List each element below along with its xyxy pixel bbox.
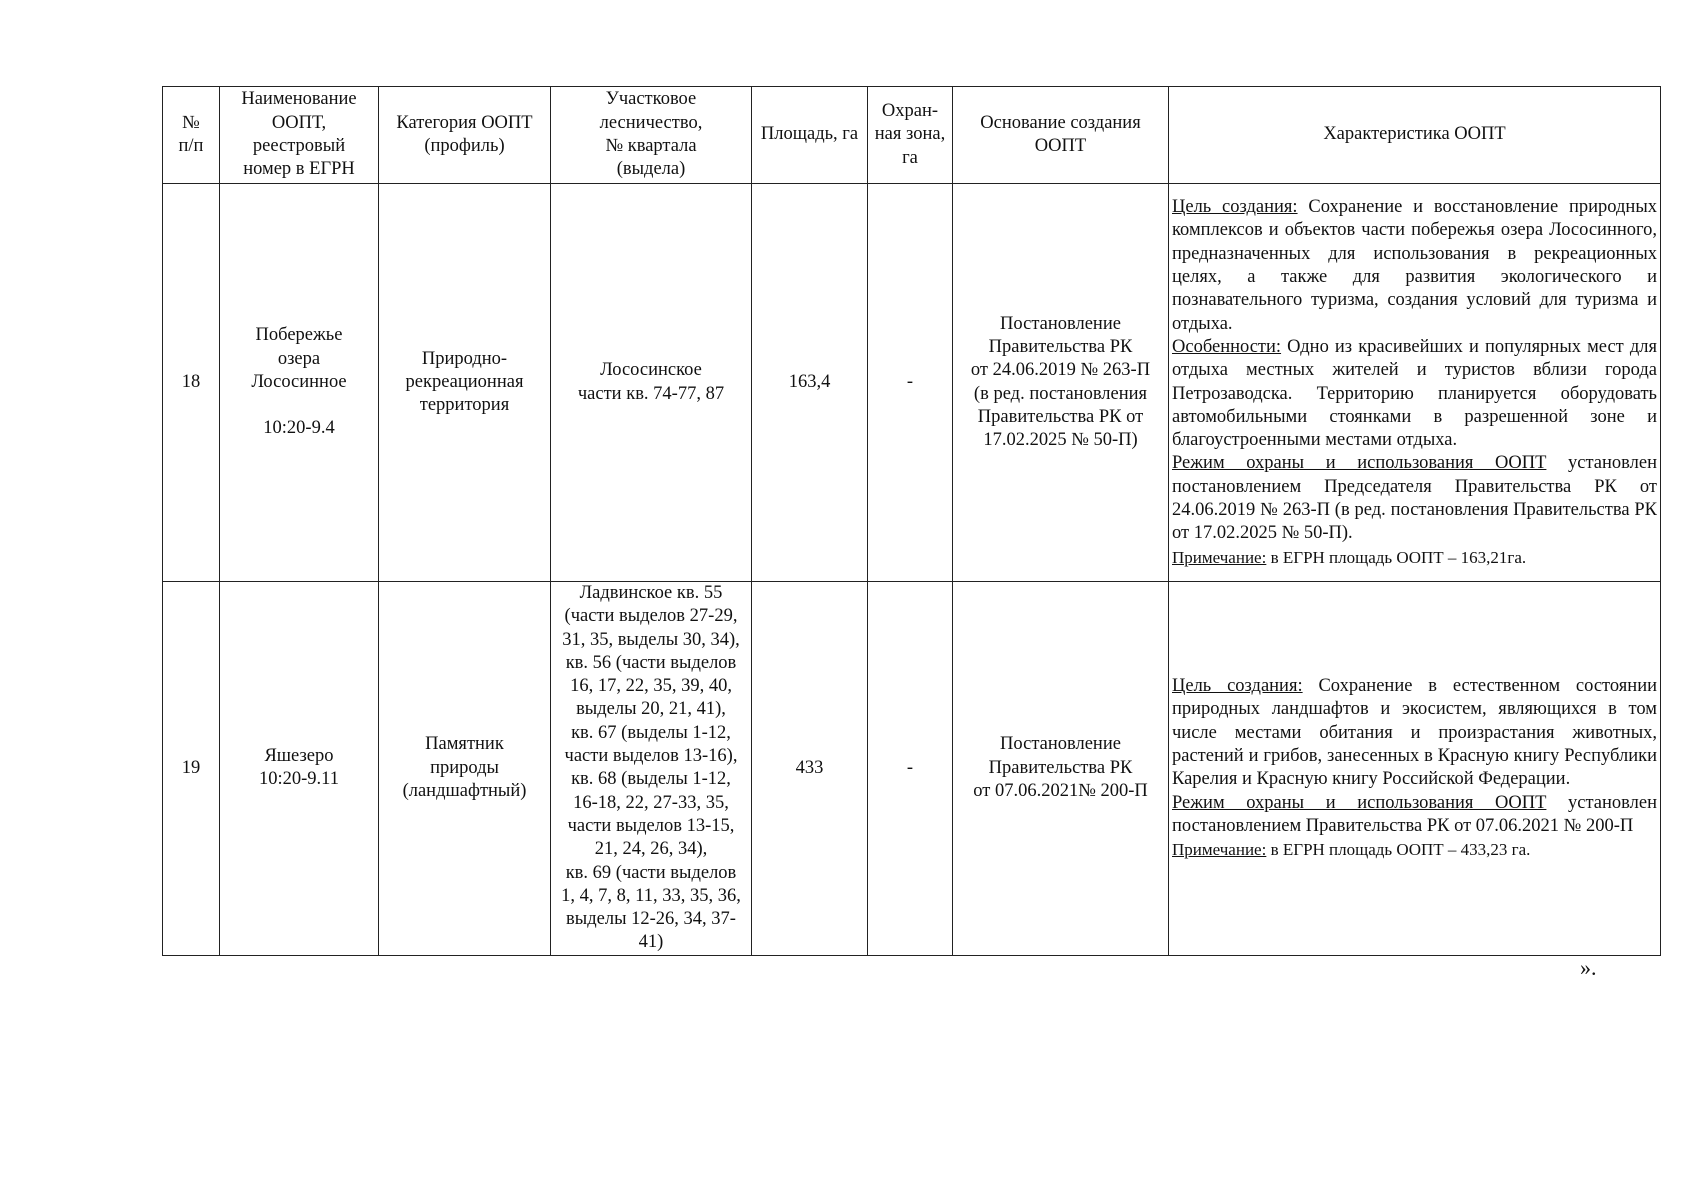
row-number: 18	[163, 184, 220, 582]
regime-text: установлен постановлением Правительства РК от 07.06.2021 № 200-П	[1172, 792, 1657, 836]
forestry-quarters: Лососинское части кв. 74-77, 87	[551, 184, 752, 582]
table-row	[163, 582, 1661, 956]
oopt-table	[162, 86, 1661, 956]
goal-paragraph	[1172, 675, 1657, 791]
characteristics	[1169, 582, 1661, 956]
header-name: Наименование ООПТ, реестровый номер в ЕГРН	[220, 87, 379, 184]
header-area: Площадь, га	[752, 87, 868, 184]
header-basis: Основание создания ООПТ	[953, 87, 1169, 184]
note-text: в ЕГРН площадь ООПТ – 433,23 га.	[1266, 840, 1531, 860]
goal-text: Сохранение в естественном состоянии природных ландшафтов и экосистем, являющихся в том числе местами обитания и произрастания животных, растений и грибов, занесенных в Красную книгу Республики Карелия и Красную книгу Российской Федерации.	[1172, 676, 1657, 790]
regime-text: установлен постановлением Председателя Правительства РК от 24.06.2019 № 263-П (в ред. постановления Правительства РК от 17.02.2025 № 50-П).	[1172, 453, 1657, 544]
area-value: 433	[752, 582, 868, 956]
buffer-zone-value: -	[868, 582, 953, 956]
regime-label: Режим охраны и использования ООПТ	[1172, 792, 1547, 813]
regime-paragraph	[1172, 452, 1657, 545]
features-text: Одно из красивейших и популярных мест для отдыха местных жителей и туристов вблизи города Петрозаводска. Территорию планируется оборудовать автомобильными стоянками в разрешенной зоне и благоустроенными местами отдыха.	[1172, 336, 1657, 451]
features-paragraph	[1172, 336, 1657, 452]
closing-quote-mark: ».	[1580, 955, 1597, 980]
note-label: Примечание:	[1172, 840, 1267, 860]
characteristics	[1169, 184, 1661, 582]
header-forestry: Участковое лесничество, № квартала (выдела)	[551, 87, 752, 184]
header-buffer-zone: Охран- ная зона, га	[868, 87, 953, 184]
regime-paragraph	[1172, 792, 1657, 839]
note-label: Примечание:	[1172, 547, 1267, 567]
note-text: в ЕГРН площадь ООПТ – 163,21га.	[1266, 547, 1527, 567]
note-paragraph	[1172, 838, 1657, 861]
header-num: № п/п	[163, 87, 220, 184]
oopt-category: Природно- рекреационная территория	[379, 184, 551, 582]
header-row	[163, 87, 1661, 184]
oopt-name: Яшезеро 10:20-9.11	[220, 582, 379, 956]
area-value: 163,4	[752, 184, 868, 582]
spacer	[223, 394, 375, 417]
creation-basis: Постановление Правительства РК от 07.06.2021№ 200-П	[953, 582, 1169, 956]
oopt-name: Побережье озера Лососинное 10:20-9.4	[220, 184, 379, 582]
oopt-category: Памятник природы (ландшафтный)	[379, 582, 551, 956]
creation-basis: Постановление Правительства РК от 24.06.2019 № 263-П (в ред. постановления Правительства РК от 17.02.2025 № 50-П)	[953, 184, 1169, 582]
regime-label: Режим охраны и использования ООПТ	[1172, 453, 1547, 474]
goal-label: Цель создания:	[1172, 197, 1298, 218]
features-label: Особенности:	[1172, 336, 1282, 357]
forestry-quarters: Ладвинское кв. 55 (части выделов 27-29, 31, 35, выделы 30, 34), кв. 56 (части выделов 16, 17, 22, 35, 39, 40, выделы 20, 21, 41), кв. 67 (выделы 1-12, части выделов 13-16), кв. 68 (выделы 1-12, 16-18, 22, 27-33, 35, части выделов 13-15, 21, 24, 26, 34), кв. 69 (части выделов 1, 4, 7, 8, 11, 33, 35, 36, выделы 12-26, 34, 37- 41)	[551, 582, 752, 956]
row-number: 19	[163, 582, 220, 956]
buffer-zone-value: -	[868, 184, 953, 582]
header-characteristics: Характеристика ООПТ	[1169, 87, 1661, 184]
table-row	[163, 184, 1661, 582]
header-category: Категория ООПТ (профиль)	[379, 87, 551, 184]
goal-paragraph	[1172, 196, 1657, 336]
goal-label: Цель создания:	[1172, 676, 1303, 697]
goal-text: Сохранение и восстановление природных комплексов и объектов части побережья озера Лососинного, предназначенных для использования в рекреационных целях, а также для развития экологического и познавательного туризма, создания условий для туризма и отдыха.	[1172, 197, 1658, 334]
note-paragraph	[1172, 546, 1657, 569]
